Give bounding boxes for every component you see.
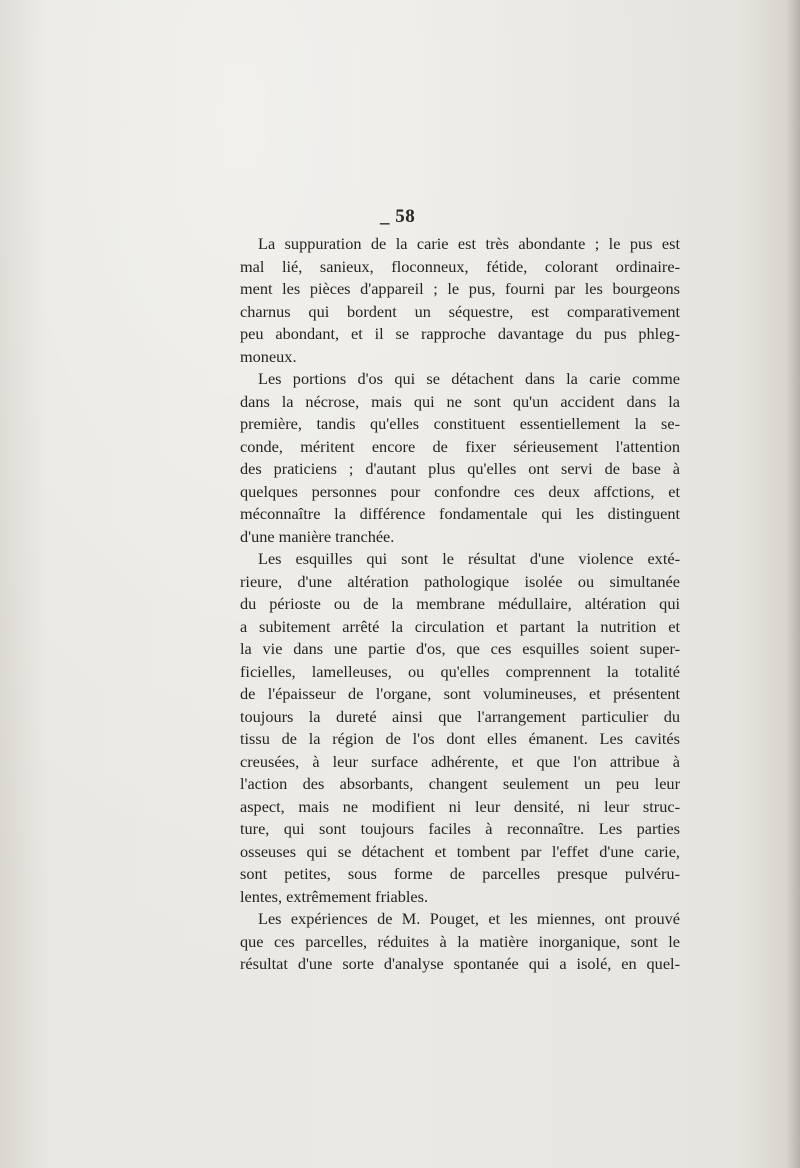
text-line: mal lié, sanieux, floconneux, fétide, colorant ordinaire- (240, 256, 680, 276)
text-line: Les expériences de M. Pouget, et les miennes, ont prouvé (258, 909, 680, 928)
page-number: _ 58 (380, 206, 416, 227)
text-line: Les esquilles qui sont le résultat d'une violence exté- (258, 549, 680, 568)
text-line: résultat d'une sorte d'analyse spontanée qui a isolé, en quel- (240, 954, 680, 973)
text-line: ficielles, lamelleuses, ou qu'elles comprennent la totalité (240, 661, 680, 681)
text-line: Les portions d'os qui se détachent dans la carie comme (258, 369, 680, 388)
text-line: de l'épaisseur de l'organe, sont volumineuses, et présentent (240, 684, 680, 703)
text-line: lentes, extrêmement friables. (240, 886, 429, 906)
text-line: peu abondant, et il se rapproche davantage du pus phleg- (240, 324, 680, 343)
paragraph (240, 548, 680, 908)
text-line: quelques personnes pour confondre ces deux affctions, et (240, 481, 680, 501)
text-line: osseuses qui se détachent et tombent par l'effet d'une carie, (240, 841, 680, 861)
text-line: première, tandis qu'elles constituent essentiellement la se- (240, 414, 680, 433)
text-line: d'une manière tranchée. (240, 526, 395, 546)
body-text (240, 233, 680, 976)
text-line: méconnaître la différence fondamentale qui les distinguent (240, 504, 680, 523)
text-line: sont petites, sous forme de parcelles presque pulvéru- (240, 864, 680, 883)
text-line: la vie dans une partie d'os, que ces esquilles soient super- (240, 639, 680, 658)
text-line: La suppuration de la carie est très abondante ; le pus est (258, 234, 680, 253)
text-line: toujours la dureté ainsi que l'arrangement particulier du (240, 706, 680, 726)
paragraph (240, 233, 680, 368)
text-line: conde, méritent encore de fixer sérieusement l'attention (240, 436, 680, 456)
text-line: creusées, à leur surface adhérente, et que l'on attribue à (240, 751, 680, 771)
text-line: des praticiens ; d'autant plus qu'elles ont servi de base à (240, 459, 680, 478)
text-line: aspect, mais ne modifient ni leur densité, ni leur struc- (240, 796, 680, 816)
text-line: du périoste ou de la membrane médullaire, altération qui (240, 594, 680, 613)
paragraph (240, 368, 680, 548)
text-line: charnus qui bordent un séquestre, est comparativement (240, 301, 680, 321)
text-line: l'action des absorbants, changent seulement un peu leur (240, 774, 680, 793)
text-line: a subitement arrêté la circulation et partant la nutrition et (240, 616, 680, 636)
text-line: que ces parcelles, réduites à la matière inorganique, sont le (240, 931, 680, 951)
page-edge-shadow (786, 0, 800, 1168)
text-line: rieure, d'une altération pathologique isolée ou simultanée (240, 571, 680, 591)
text-line: moneux. (240, 346, 297, 366)
paragraph (240, 908, 680, 976)
text-line: tissu de la région de l'os dont elles émanent. Les cavités (240, 729, 680, 748)
text-line: ment les pièces d'appareil ; le pus, fourni par les bourgeons (240, 279, 680, 298)
text-line: ture, qui sont toujours faciles à reconnaître. Les parties (240, 819, 680, 838)
text-line: dans la nécrose, mais qui ne sont qu'un accident dans la (240, 391, 680, 411)
